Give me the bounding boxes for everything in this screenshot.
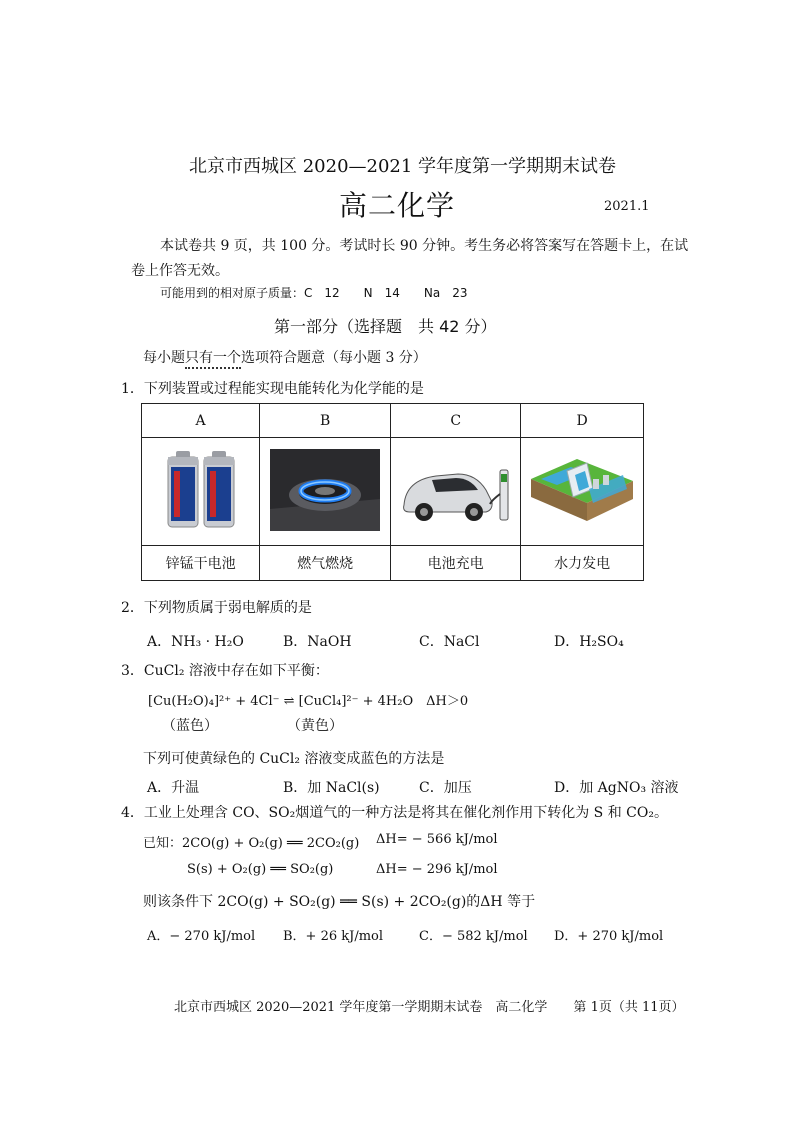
- q4-known-dh-2: ΔH= − 296 kJ/mol: [376, 862, 498, 877]
- electric-car-charging-icon: [396, 450, 516, 530]
- q1-caption-d: 水力发电: [521, 546, 644, 581]
- q3-option-a: A．升温: [147, 780, 200, 796]
- q3-color-yellow: （黄色）: [287, 718, 343, 734]
- zinc-manganese-battery-icon: [146, 441, 256, 539]
- q1-image-b: [260, 438, 391, 546]
- q1-image-a: [142, 438, 260, 546]
- q1-header-b: B: [260, 404, 391, 438]
- q1-caption-a: 锌锰干电池: [142, 546, 260, 581]
- exam-title: 北京市西城区 2020—2021 学年度第一学期期末试卷: [189, 156, 617, 177]
- q1-caption-c: 电池充电: [391, 546, 521, 581]
- q2-option-a: A．NH₃ · H₂O: [147, 634, 244, 650]
- q4-question: 则该条件下 2CO(g) + SO₂(g) ══ S(s) + 2CO₂(g)的ΔH 等于: [143, 894, 536, 910]
- part1-instruction: [143, 347, 427, 367]
- page-footer: 北京市西城区 2020—2021 学年度第一学期期末试卷 高二化学 第 1页（共 11页）: [174, 1000, 685, 1015]
- q1-caption-b: 燃气燃烧: [260, 546, 391, 581]
- q3-color-blue: （蓝色）: [162, 718, 218, 734]
- q4-known-dh-1: ΔH= − 566 kJ/mol: [376, 832, 498, 847]
- q3-question: 下列可使黄绿色的 CuCl₂ 溶液变成蓝色的方法是: [143, 751, 445, 767]
- instruction-emphasis: 只有一个: [185, 350, 241, 369]
- q4-stem: 4．工业上处理含 CO、SO₂烟道气的一种方法是将其在催化剂作用下转化为 S 和 CO₂。: [121, 805, 668, 821]
- instruction-prefix: 每小题: [143, 350, 185, 366]
- q4-option-b: B．+ 26 kJ/mol: [283, 929, 384, 944]
- q3-stem: 3．CuCl₂ 溶液中存在如下平衡：: [121, 663, 329, 679]
- q3-option-b: B．加 NaCl(s): [283, 780, 380, 796]
- gas-burner-icon: [270, 449, 380, 531]
- q4-option-c: C．− 582 kJ/mol: [419, 929, 528, 944]
- q3-option-c: C．加压: [419, 780, 472, 796]
- part1-title: 第一部分（选择题 共 42 分）: [274, 317, 497, 336]
- q4-known-equation-2: S(s) + O₂(g) ══ SO₂(g): [187, 862, 334, 877]
- q1-image-d: [521, 438, 644, 546]
- q4-option-d: D．+ 270 kJ/mol: [554, 929, 664, 944]
- q2-stem: 2．下列物质属于弱电解质的是: [121, 600, 312, 616]
- intro-line-2: 卷上作答无效。: [131, 263, 229, 279]
- q3-equation: [Cu(H₂O)₄]²⁺ + 4Cl⁻ ⇌ [CuCl₄]²⁻ + 4H₂O ΔH＞0: [148, 694, 469, 709]
- q1-header-a: A: [142, 404, 260, 438]
- q4-known-equation-1: 已知：2CO(g) + O₂(g) ══ 2CO₂(g): [143, 836, 360, 851]
- q1-stem: 1．下列装置或过程能实现电能转化为化学能的是: [121, 381, 424, 397]
- q1-image-c: [391, 438, 521, 546]
- q2-option-c: C．NaCl: [419, 634, 480, 650]
- q2-option-d: D．H₂SO₄: [554, 634, 624, 650]
- q1-header-c: C: [391, 404, 521, 438]
- instruction-suffix: 选项符合题意（每小题 3 分）: [241, 350, 427, 366]
- q4-option-a: A．− 270 kJ/mol: [147, 929, 256, 944]
- atomic-mass-line: 可能用到的相对原子质量：C 12 N 14 Na 23: [160, 286, 468, 300]
- q1-header-d: D: [521, 404, 644, 438]
- q3-option-d: D．加 AgNO₃ 溶液: [554, 780, 679, 796]
- q1-options-table: [141, 403, 644, 581]
- exam-date: 2021.1: [604, 199, 650, 214]
- q2-option-b: B．NaOH: [283, 634, 352, 650]
- intro-line-1: 本试卷共 9 页，共 100 分。考试时长 90 分钟。考生务必将答案写在答题卡上，在试: [160, 238, 689, 254]
- hydropower-dam-icon: [527, 445, 637, 535]
- subject-title: 高二化学: [339, 189, 456, 222]
